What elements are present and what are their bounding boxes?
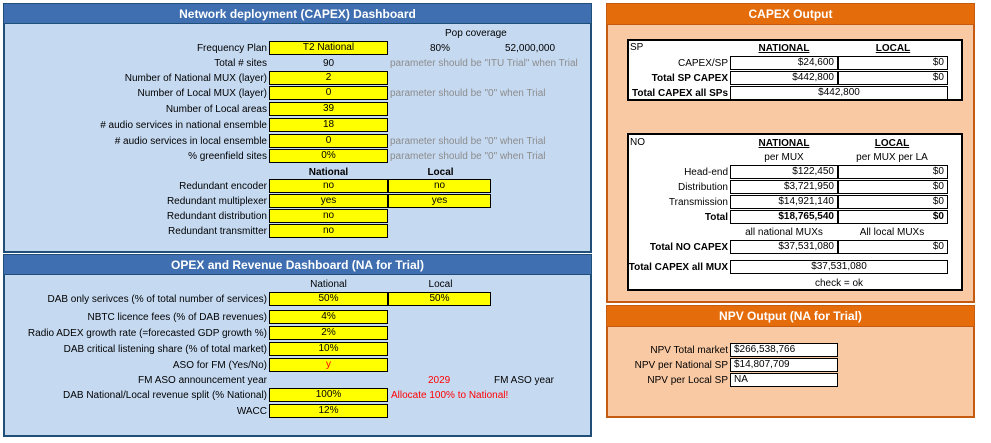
head-end-label: Head-end <box>684 167 728 178</box>
audio-national-input[interactable]: 18 <box>269 118 388 132</box>
critical-share-input[interactable]: 10% <box>269 342 388 356</box>
redundant-multiplexer-label: Redundant multiplexer <box>166 196 267 207</box>
redundant-distribution-label: Redundant distribution <box>166 211 267 222</box>
critical-share-label: DAB critical listening share (% of total market) <box>63 344 267 355</box>
no-col-national: NATIONAL <box>758 138 810 149</box>
dab-only-label: DAB only serivces (% of total number of services) <box>47 294 267 305</box>
adex-growth-label: Radio ADEX growth rate (=forecasted GDP growth %) <box>27 328 267 339</box>
aso-year-suffix: FM ASO year <box>494 375 555 386</box>
opex-col-national: National <box>310 279 347 290</box>
npv-output-title: NPV Output (NA for Trial) <box>606 305 975 327</box>
local-areas-input[interactable]: 39 <box>269 102 388 116</box>
redundant-transmitter-national[interactable]: no <box>269 224 388 238</box>
no-total-label: Total <box>704 212 728 223</box>
total-capex-all-mux-value: $37,531,080 <box>730 260 948 274</box>
redundant-multiplexer-local[interactable]: yes <box>388 194 491 208</box>
transmission-label: Transmission <box>668 197 728 208</box>
pop-coverage-pct: 80% <box>430 43 451 54</box>
no-sub-national: per MUX <box>764 152 804 163</box>
all-local-muxs-label: All local MUXs <box>859 227 925 238</box>
sp-tag: SP <box>630 42 644 53</box>
nbtc-fees-input[interactable]: 4% <box>269 310 388 324</box>
total-no-capex-local: $0 <box>838 240 948 254</box>
all-national-muxs-label: all national MUXs <box>745 227 823 238</box>
pop-coverage-number: 52,000,000 <box>505 43 556 54</box>
total-no-capex-label: Total NO CAPEX <box>649 242 728 253</box>
total-sites-note: parameter should be "ITU Trial" when Trial <box>390 58 578 69</box>
total-sp-capex-local: $0 <box>838 71 948 85</box>
no-col-local: LOCAL <box>874 138 910 149</box>
npv-per-local-label: NPV per Local SP <box>647 375 728 386</box>
head-end-national: $122,450 <box>730 165 838 179</box>
transmission-national: $14,921,140 <box>730 195 838 209</box>
redundant-encoder-label: Redundant encoder <box>179 181 267 192</box>
local-mux-note: parameter should be "0" when Trial <box>390 88 546 99</box>
head-end-local: $0 <box>838 165 948 179</box>
audio-local-label: # audio services in local ensemble <box>114 136 267 147</box>
local-areas-label: Number of Local areas <box>165 104 267 115</box>
capex-sp-national: $24,600 <box>730 56 838 70</box>
capex-dashboard-title: Network deployment (CAPEX) Dashboard <box>3 3 592 24</box>
distribution-local: $0 <box>838 180 948 194</box>
npv-per-national-label: NPV per National SP <box>634 360 728 371</box>
no-total-national: $18,765,540 <box>730 210 838 224</box>
opex-col-local: Local <box>428 279 453 290</box>
frequency-plan-label: Frequency Plan <box>196 43 267 54</box>
aso-fm-label: ASO for FM (Yes/No) <box>172 360 267 371</box>
national-mux-input[interactable]: 2 <box>269 71 388 85</box>
capex-sp-local: $0 <box>838 56 948 70</box>
npv-per-local-value: NA <box>730 373 838 387</box>
no-total-local: $0 <box>838 210 948 224</box>
transmission-local: $0 <box>838 195 948 209</box>
wacc-input[interactable]: 12% <box>269 404 388 418</box>
national-mux-label: Number of National MUX (layer) <box>124 73 267 84</box>
npv-total-market-label: NPV Total market <box>650 345 728 356</box>
revenue-split-note: Allocate 100% to National! <box>391 390 509 401</box>
redundant-distribution-national[interactable]: no <box>269 209 388 223</box>
audio-national-label: # audio services in national ensemble <box>100 120 267 131</box>
opex-dashboard-title: OPEX and Revenue Dashboard (NA for Trial) <box>3 254 592 275</box>
total-no-capex-national: $37,531,080 <box>730 240 838 254</box>
greenfield-input[interactable]: 0% <box>269 149 388 163</box>
aso-fm-input[interactable]: y <box>269 358 388 372</box>
audio-local-note: parameter should be "0" when Trial <box>390 136 546 147</box>
total-sites-label: Total # sites <box>214 58 267 69</box>
no-sub-local: per MUX per LA <box>856 152 928 163</box>
npv-per-national-value: $14,807,709 <box>730 358 838 372</box>
dab-only-local[interactable]: 50% <box>388 292 491 306</box>
npv-total-market-value: $266,538,766 <box>730 343 838 357</box>
revenue-split-label: DAB National/Local revenue split (% National) <box>63 390 267 401</box>
no-tag: NO <box>630 137 645 148</box>
pop-coverage-label: Pop coverage <box>445 28 507 39</box>
check-status: check = ok <box>814 278 864 289</box>
frequency-plan-input[interactable]: T2 National <box>269 41 388 55</box>
adex-growth-input[interactable]: 2% <box>269 326 388 340</box>
redundant-transmitter-label: Redundant transmitter <box>168 226 267 237</box>
local-mux-input[interactable]: 0 <box>269 86 388 100</box>
greenfield-note: parameter should be "0" when Trial <box>390 151 546 162</box>
dab-only-national[interactable]: 50% <box>269 292 388 306</box>
local-mux-label: Number of Local MUX (layer) <box>137 88 267 99</box>
distribution-national: $3,721,950 <box>730 180 838 194</box>
sp-col-local: LOCAL <box>875 43 911 54</box>
total-sites-value: 90 <box>322 58 335 69</box>
nbtc-fees-label: NBTC licence fees (% of DAB revenues) <box>87 312 267 323</box>
greenfield-label: % greenfield sites <box>188 151 267 162</box>
redundant-multiplexer-national[interactable]: yes <box>269 194 388 208</box>
sp-col-national: NATIONAL <box>758 43 810 54</box>
revenue-split-input[interactable]: 100% <box>269 388 388 402</box>
capex-col-national: National <box>308 167 349 178</box>
audio-local-input[interactable]: 0 <box>269 134 388 148</box>
distribution-label: Distribution <box>677 182 728 193</box>
total-sp-capex-national: $442,800 <box>730 71 838 85</box>
aso-year-value: 2029 <box>428 375 451 386</box>
total-capex-all-mux-label: Total CAPEX all MUX <box>628 262 728 273</box>
aso-year-label: FM ASO announcement year <box>138 375 267 386</box>
redundant-encoder-local[interactable]: no <box>388 179 491 193</box>
wacc-label: WACC <box>236 406 267 417</box>
total-capex-all-sps-value: $442,800 <box>730 86 948 100</box>
capex-col-local: Local <box>427 167 454 178</box>
capex-sp-label: CAPEX/SP <box>677 58 728 69</box>
redundant-encoder-national[interactable]: no <box>269 179 388 193</box>
total-capex-all-sps-label: Total CAPEX all SPs <box>632 88 728 99</box>
total-sp-capex-label: Total SP CAPEX <box>651 73 728 84</box>
capex-output-title: CAPEX Output <box>606 3 975 25</box>
